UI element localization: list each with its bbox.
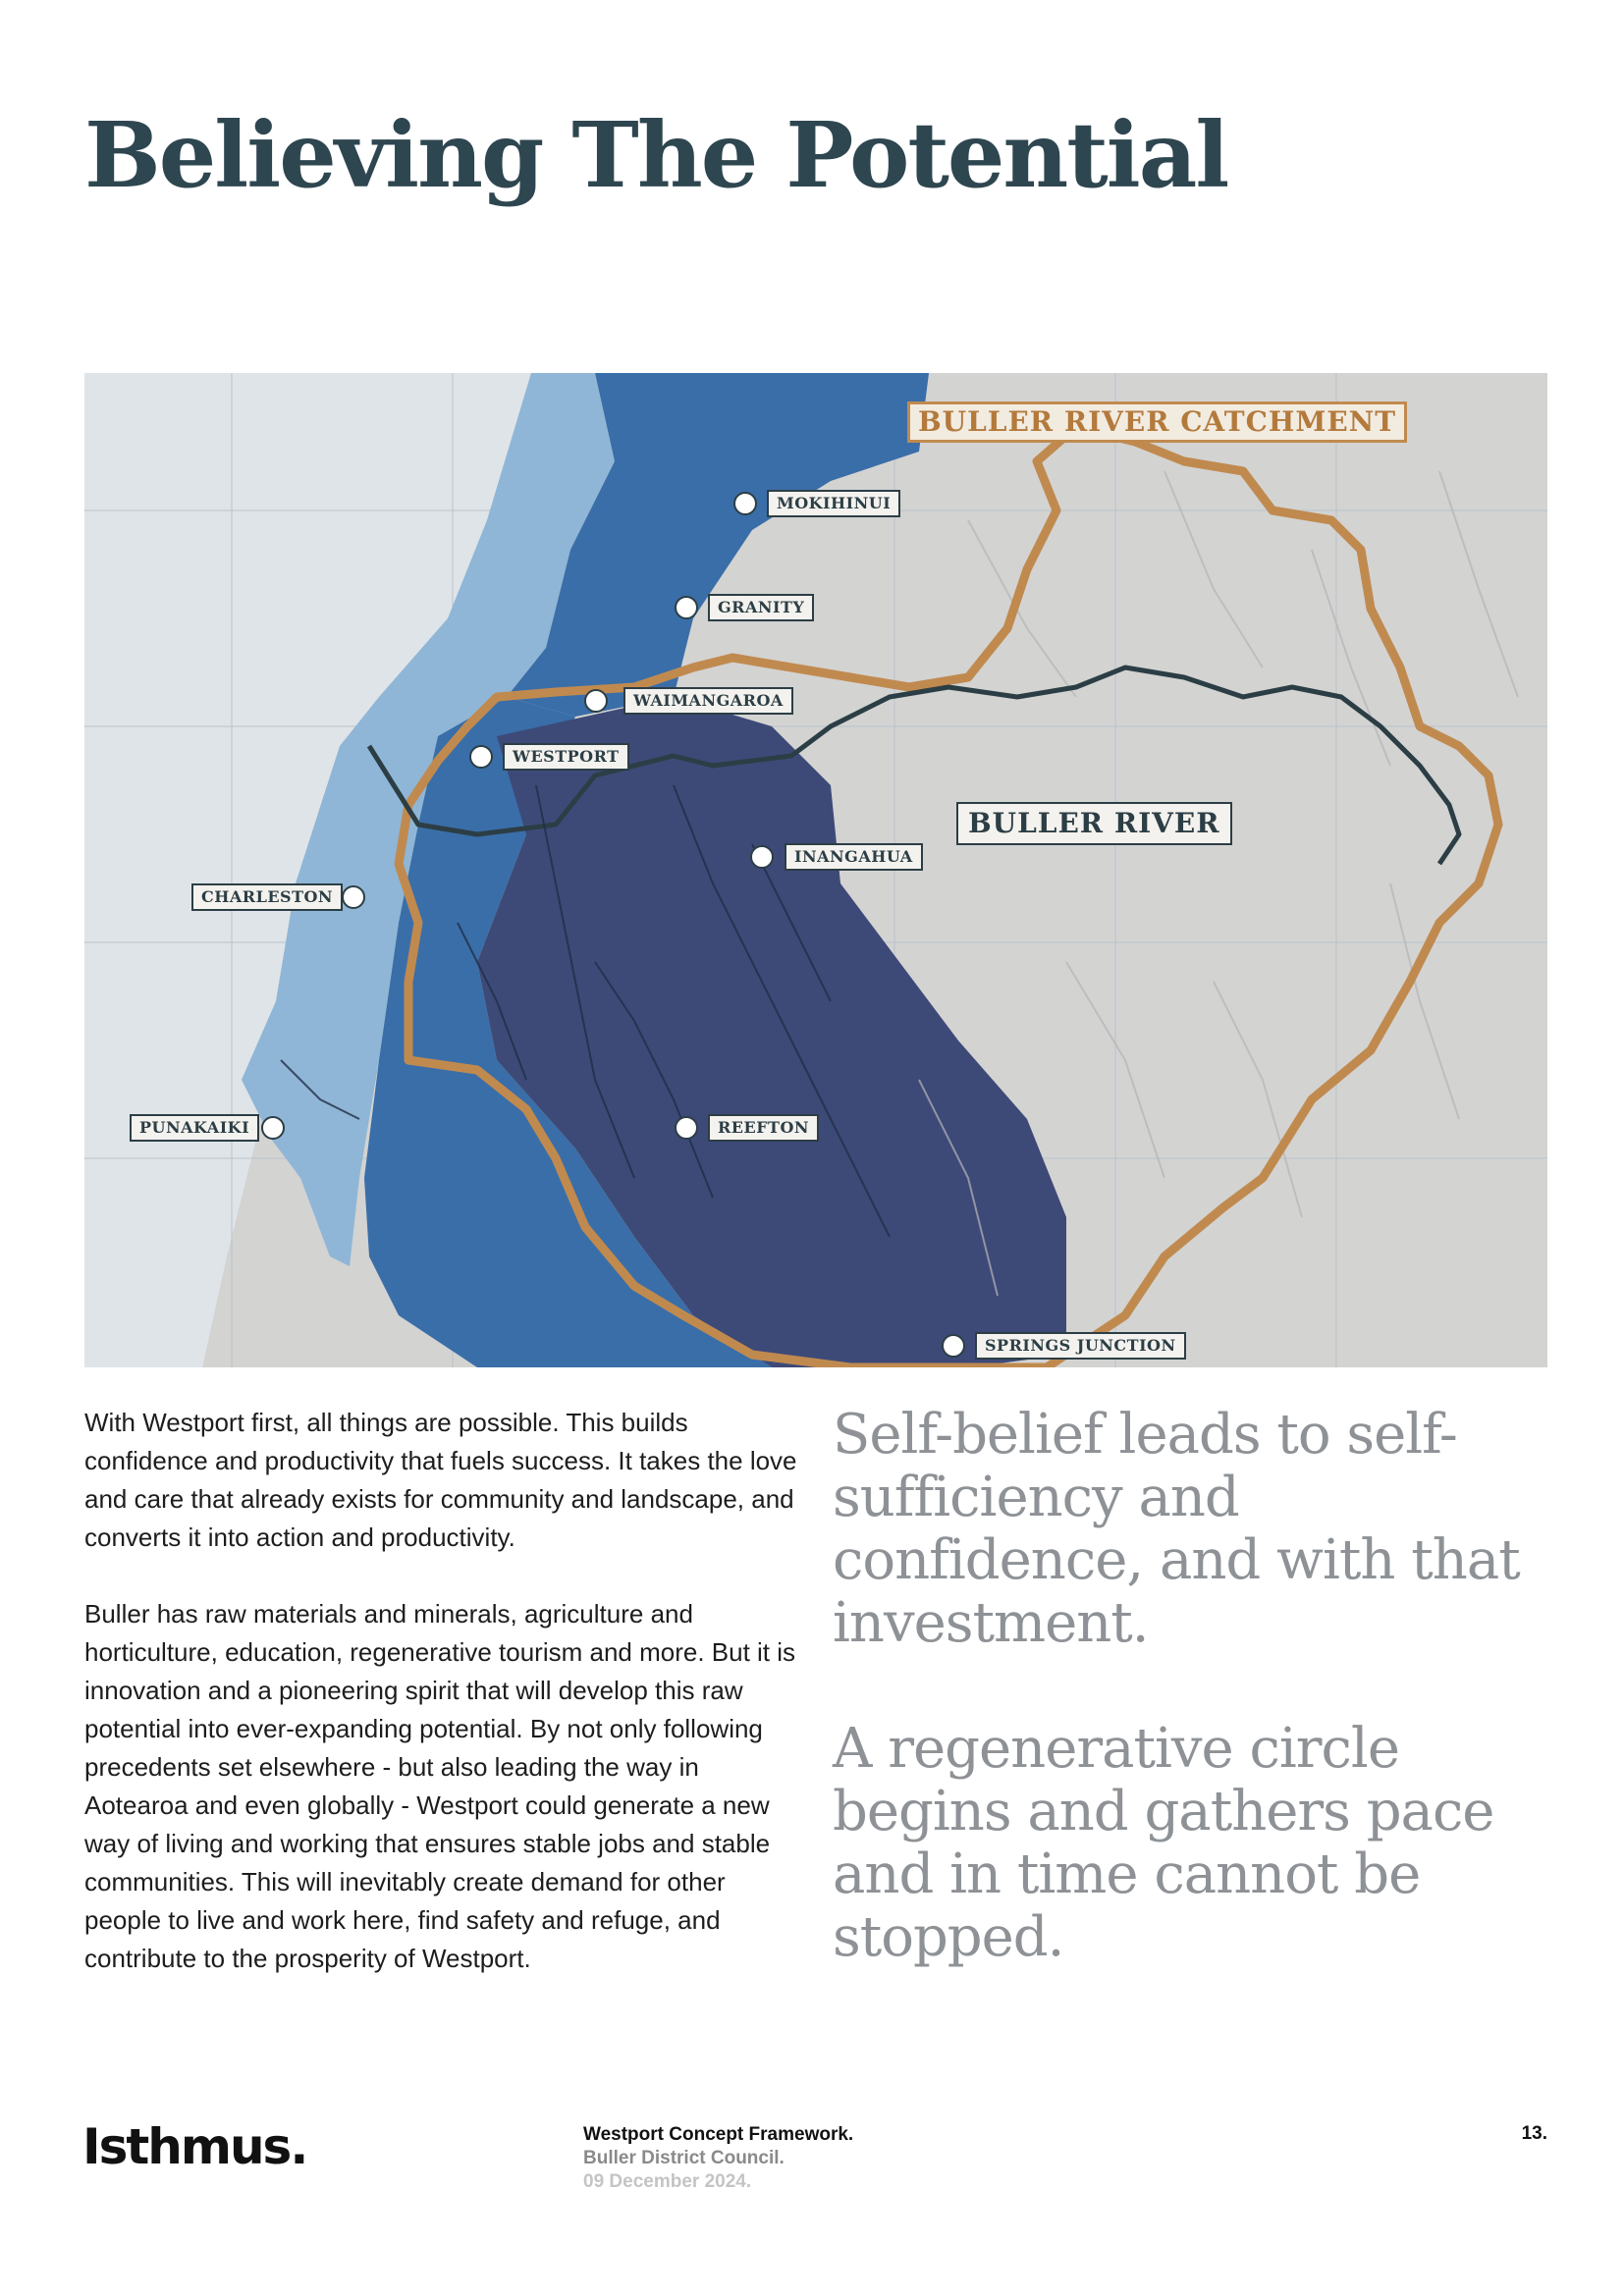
town-label-granity: GRANITY <box>708 594 814 621</box>
town-label-punakaiki: PUNAKAIKI <box>130 1114 259 1142</box>
catchment-label: BULLER RIVER CATCHMENT <box>907 401 1407 443</box>
catchment-map <box>84 373 1547 1367</box>
pull-quote-2: A regenerative circle begins and gathers pace and in time cannot be stopped. <box>833 1717 1494 1969</box>
town-marker-granity <box>675 596 698 619</box>
footer-client: Buller District Council. <box>583 2148 785 2168</box>
isthmus-logo: Isthmus. <box>82 2118 307 2175</box>
body-paragraph-2: Buller has raw materials and minerals, agriculture and horticulture, education, regenerative tourism and more. But it is innovation and a pioneering spirit that will develop this raw potential into ever-expanding potential. By not only following precedents set elsewhere - but also leading the way in Aotearoa and even globally - Westport could generate a new way of living and working that ensures stable jobs and stable communities. This will inevitably create demand for other people to live and work here, find safety and refuge, and contribute to the prosperity of Westport. <box>84 1599 796 1973</box>
town-label-charleston: CHARLESTON <box>191 883 343 911</box>
town-label-reefton: REEFTON <box>708 1114 819 1142</box>
footer-info <box>583 2123 853 2194</box>
pull-quote <box>833 1404 1559 2032</box>
river-label: BULLER RIVER <box>956 802 1232 845</box>
footer-document-title: Westport Concept Framework. <box>583 2124 854 2145</box>
footer-date: 09 December 2024. <box>583 2171 752 2192</box>
town-label-waimangaroa: WAIMANGAROA <box>623 687 793 715</box>
town-marker-mokihinui <box>733 492 757 515</box>
town-label-mokihinui: MOKIHINUI <box>767 490 900 517</box>
town-marker-punakaiki <box>261 1116 285 1140</box>
town-marker-waimangaroa <box>584 689 608 713</box>
town-marker-springs-junction <box>942 1334 965 1358</box>
town-marker-westport <box>469 745 493 769</box>
page-title: Believing The Potential <box>84 102 1228 208</box>
town-label-springs-junction: SPRINGS JUNCTION <box>975 1332 1186 1360</box>
body-text <box>84 1404 801 2016</box>
page-number: 13. <box>1521 2123 1547 2144</box>
town-marker-charleston <box>342 885 365 909</box>
town-marker-inangahua <box>750 845 774 869</box>
body-paragraph-1: With Westport first, all things are possible. This builds confidence and productivity that fuels success. It takes the love and care that already exists for community and landscape, and converts it into action and productivity. <box>84 1408 797 1552</box>
town-marker-reefton <box>675 1116 698 1140</box>
town-label-westport: WESTPORT <box>503 743 629 771</box>
pull-quote-1: Self-belief leads to self-sufficiency and confidence, and with that investment. <box>833 1403 1520 1655</box>
town-label-inangahua: INANGAHUA <box>785 843 923 871</box>
